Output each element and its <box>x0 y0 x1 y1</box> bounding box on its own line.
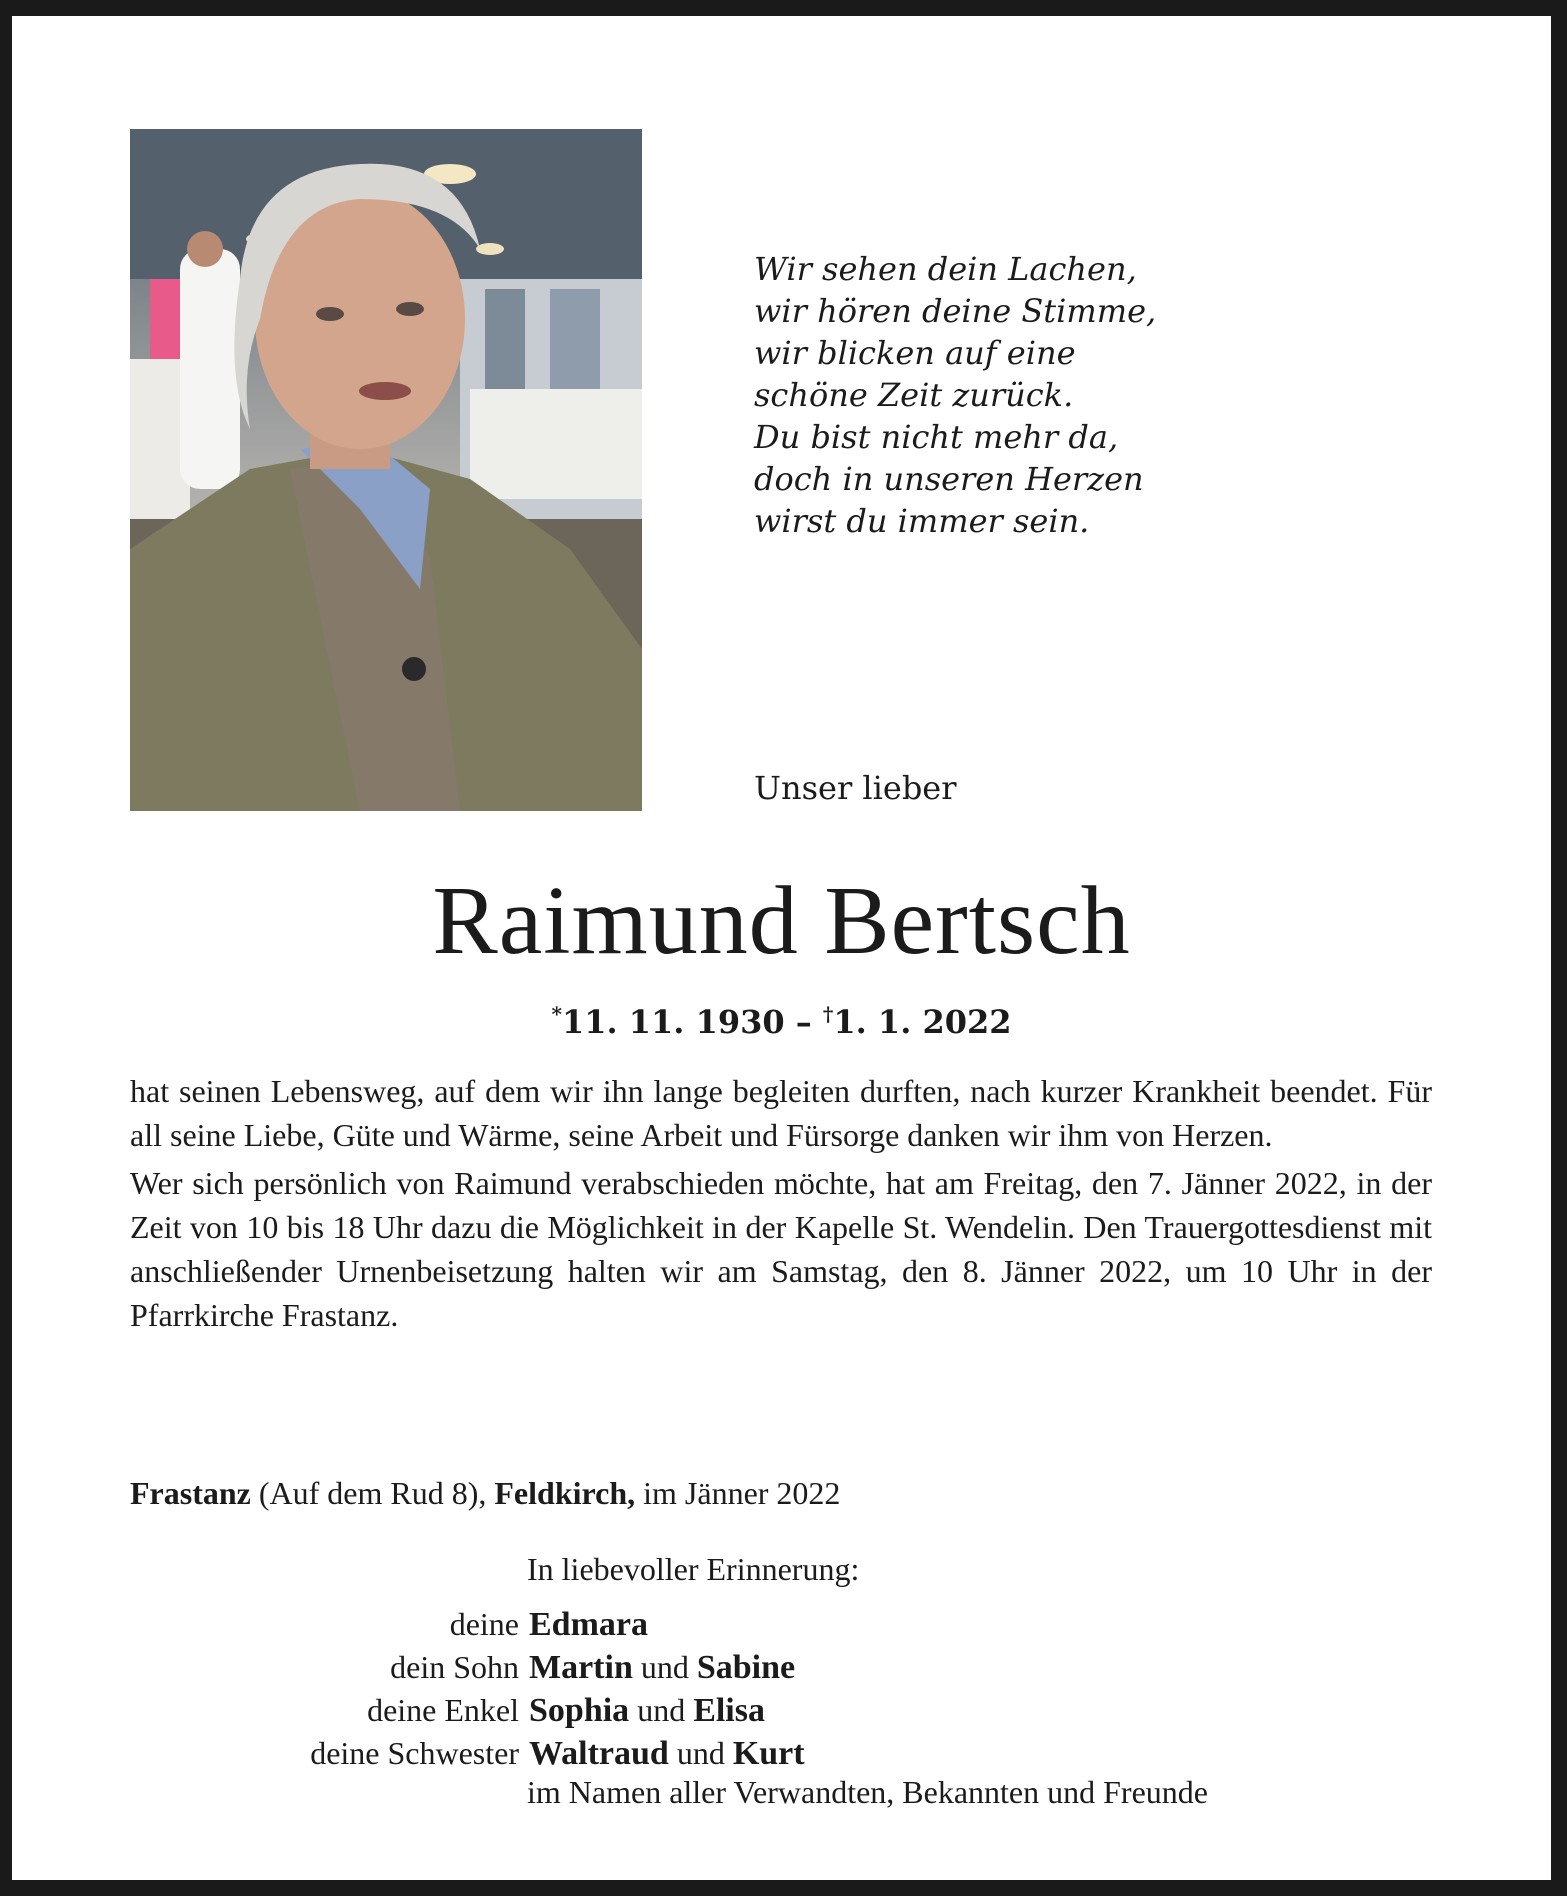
death-date: 1. 1. 2022 <box>833 1003 1012 1041</box>
town-feldkirch: Feldkirch, <box>494 1475 636 1511</box>
poem-line: doch in unseren Herzen <box>754 460 1144 498</box>
death-symbol: † <box>822 1002 834 1026</box>
family-relation: deine Enkel <box>367 1692 519 1728</box>
memorial-poem <box>754 248 1156 542</box>
date-separator: – <box>784 1003 823 1041</box>
family-names <box>529 1689 765 1732</box>
poem-line: Wir sehen dein Lachen, <box>754 250 1137 288</box>
body-paragraph: hat seinen Lebensweg, auf dem wir ihn lange begleiten durften, nach kurzer Krankheit beendet. Für all seine Liebe, Güte und Wärme, seine Arbeit und Fürsorge danken wir ihm von Herzen. <box>130 1073 1432 1153</box>
town-frastanz: Frastanz <box>130 1475 251 1511</box>
portrait-photo <box>130 129 642 811</box>
place-and-date <box>130 1472 840 1514</box>
family-conj: und <box>629 1692 694 1728</box>
birth-date: 11. 11. 1930 <box>561 1003 785 1041</box>
family-relation: deine Schwester <box>310 1735 519 1771</box>
poem-line: wir blicken auf eine <box>754 334 1076 372</box>
family-name: Sophia <box>529 1692 630 1729</box>
poem-line: wir hören deine Stimme, <box>754 292 1157 330</box>
poem-line: Du bist nicht mehr da, <box>754 418 1119 456</box>
life-dates <box>12 994 1551 1042</box>
family-name: Waltraud <box>529 1735 669 1772</box>
birth-symbol: * <box>551 1002 562 1026</box>
family-name: Martin <box>529 1649 633 1686</box>
family-relation: deine <box>449 1606 519 1642</box>
family-row <box>130 1603 1432 1646</box>
poem-line: schöne Zeit zurück. <box>754 376 1074 414</box>
family-names <box>529 1732 805 1775</box>
family-row <box>130 1689 1432 1732</box>
poem-line: wirst du immer sein. <box>754 502 1090 540</box>
family-names <box>529 1646 795 1689</box>
family-names <box>529 1603 648 1646</box>
family-row <box>130 1732 1432 1775</box>
announcement-body <box>130 1069 1432 1341</box>
obituary-page <box>12 16 1551 1880</box>
family-name: Kurt <box>732 1735 805 1772</box>
address: (Auf dem Rud 8), <box>250 1475 495 1511</box>
family-name: Edmara <box>529 1606 648 1643</box>
closing-line: im Namen aller Verwandten, Bekannten und Freunde <box>527 1774 1208 1810</box>
family-conj: und <box>632 1649 697 1685</box>
family-row <box>130 1646 1432 1689</box>
family-list <box>130 1603 1432 1775</box>
month-year: im Jänner 2022 <box>635 1475 841 1511</box>
body-paragraph: Wer sich persönlich von Raimund verabschieden möchte, hat am Freitag, den 7. Jänner 2022, in der Zeit von 10 bis 18 Uhr dazu die Möglichkeit in der Kapelle St. Wendelin. Den Trauergottesdienst mit anschließender Urnenbeisetzung halten wir am Samstag, den 8. Jänner 2022, um 10 Uhr in der Pfarrkirche Frastanz. <box>130 1165 1432 1333</box>
family-conj: und <box>668 1735 733 1771</box>
family-name: Sabine <box>696 1649 796 1686</box>
memory-heading: In liebevoller Erinnerung: <box>527 1551 860 1587</box>
family-name: Elisa <box>693 1692 765 1729</box>
intro-text: Unser lieber <box>754 769 957 807</box>
family-relation: dein Sohn <box>390 1649 519 1685</box>
deceased-name: Raimund Bertsch <box>432 867 1131 975</box>
